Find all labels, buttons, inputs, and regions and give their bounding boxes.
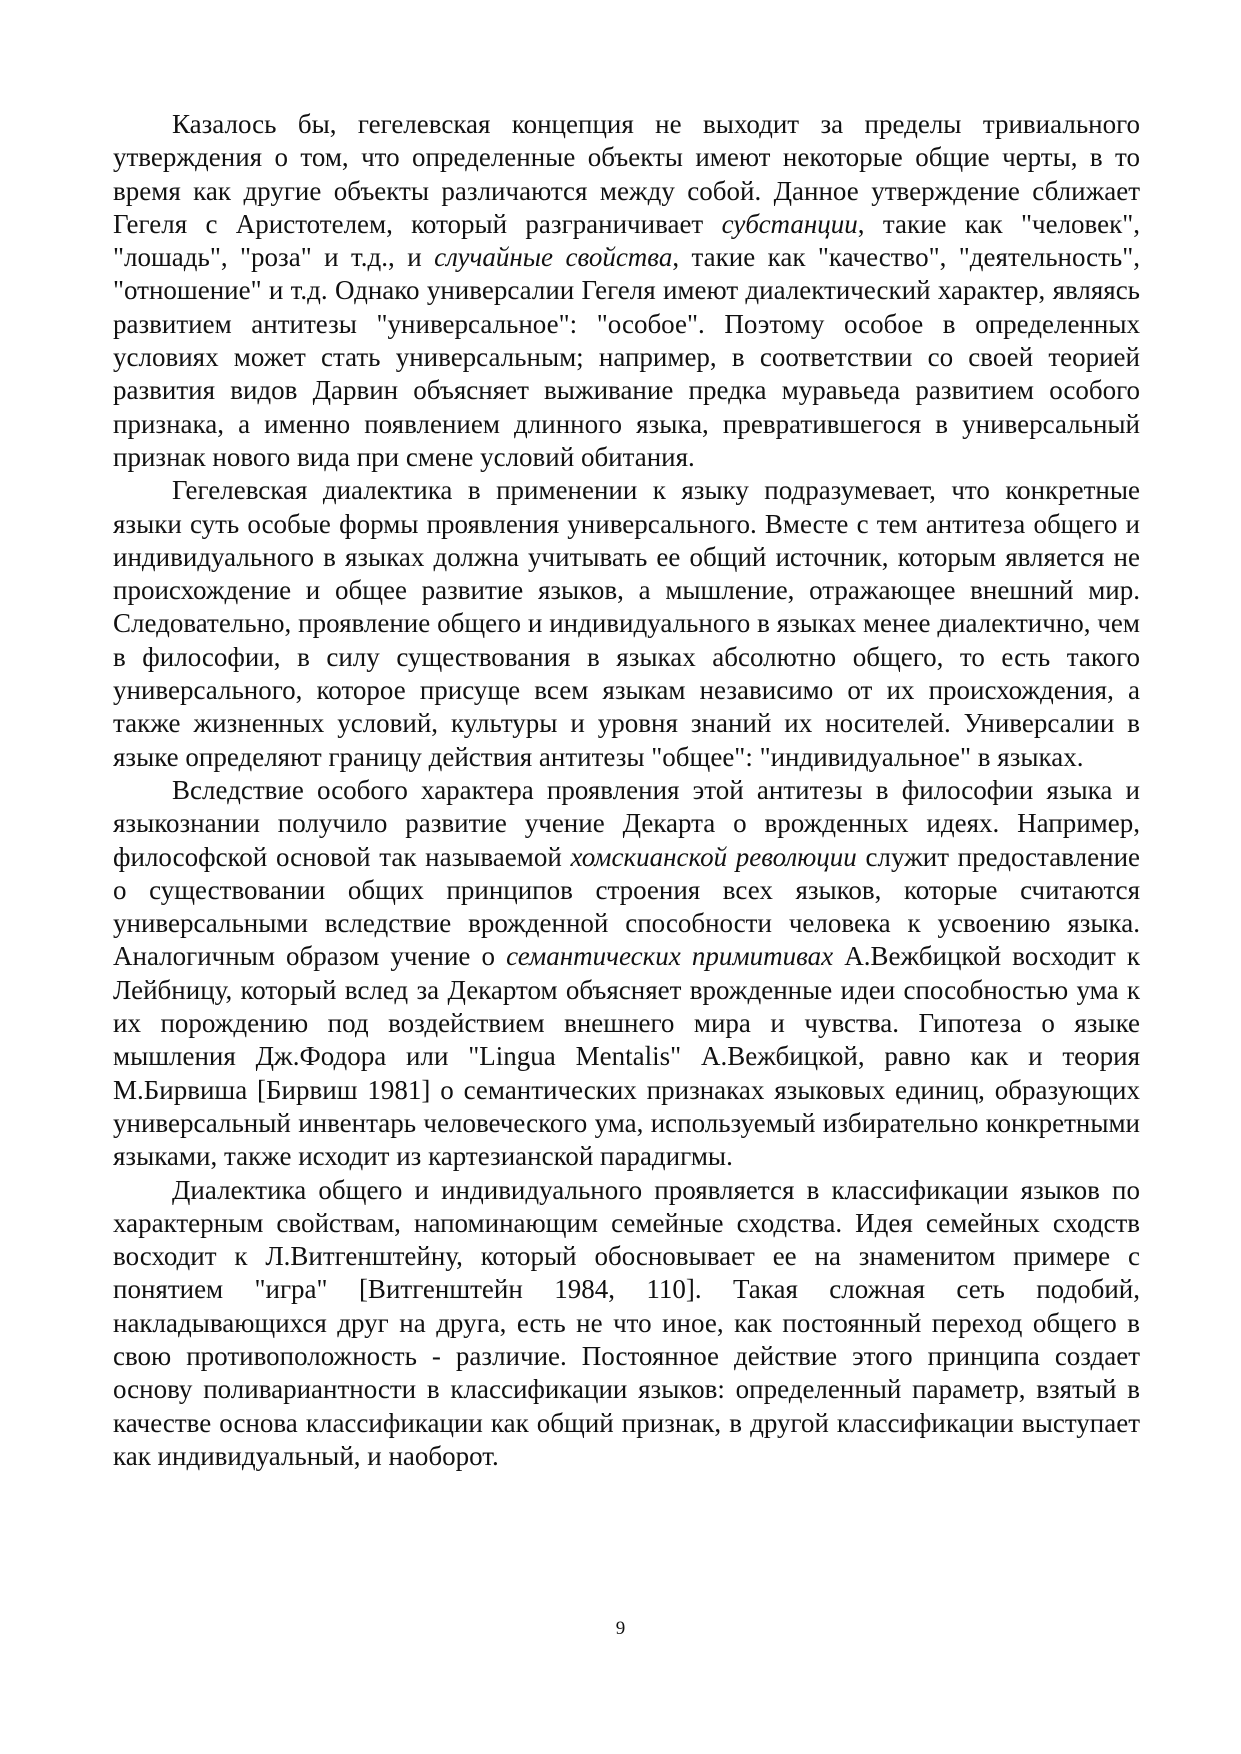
text-run: Гегелевская диалектика в применении к языку подразумевает, что конкретные языки суть особые формы проявления универсального. Вместе с тем антитеза общего и индивидуального в языках должна учитывать ее общий источник, которым является не происхождение и общее развитие языков, а мышление, отражающее внешний мир. Следовательно, проявление общего и индивидуального в языках менее диалектично, чем в философии, в силу существования в языках абсолютно общего, то есть такого универсального, которое присуще всем языкам независимо от их происхождения, а также жизненных условий, культуры и уровня знаний их носителей. Универсалии в языке определяют границу действия антитезы "общее": "индивидуальное" в языках. [113, 475, 1140, 772]
italic-term: субстанции [721, 208, 858, 239]
text-run: Диалектика общего и индивидуального проявляется в классификации языков по характерным свойствам, напоминающим семейные сходства. Идея семейных сходств восходит к Л.Витгенштейну, который обосновывает ее на знаменитом примере с понятием "игра" [Витгенштейн 1984, 110]. Такая сложная сеть подобий, накладывающихся друг на друга, есть не что иное, как постоянный переход общего в свою противоположность - различие. Постоянное действие этого принципа создает основу поливариантности в классификации языков: определенный параметр, взятый в качестве основа классификации как общий признак, в другой классификации выступает как индивидуальный, и наоборот. [113, 1174, 1140, 1471]
paragraph-2 [113, 474, 1140, 774]
text-run: , такие как "качество", "деятельность", "отношение" и т.д. Однако универсалии Гегеля имеют диалектический характер, являясь развитием антитезы "универсальное": "особое". Поэтому особое в определенных условиях может стать универсальным; например, в соответствии со своей теорией развития видов Дарвин объясняет выживание предка муравьеда развитием особого признака, а именно появлением длинного языка, превратившегося в универсальный признак нового вида при смене условий обитания. [113, 242, 1141, 472]
body-text [113, 108, 1140, 1473]
paragraph-4 [113, 1174, 1140, 1474]
text-run: А.Вежбицкой восходит к Лейбницу, который вслед за Декартом объясняет врожденные идеи способностью ума к их порождению под воздействием внешнего мира и чувства. Гипотеза о языке мышления Дж.Фодора или "Lingua Mentalis" А.Вежбицкой, равно как и теория М.Бирвиша [Бирвиш 1981] о семантических признаках языковых единиц, образующих универсальный инвентарь человеческого ума, используемый избирательно конкретными языками, также исходит из картезианской парадигмы. [113, 941, 1140, 1172]
page-number: 9 [615, 1618, 626, 1639]
text-run: служит предоставление о существовании общих принципов строения всех языков, которые считаются универсальными вследствие врожденной способности человека к усвоению языка. Аналогичным образом учение о [113, 841, 1141, 972]
paragraph-1 [113, 108, 1140, 474]
italic-term: случайные свойства [434, 242, 673, 273]
text-run: , такие как "человек", "лошадь", "роза" и т.д., и [113, 208, 1140, 273]
paragraph-3 [113, 774, 1140, 1174]
text-run: Вследствие особого характера проявления этой антитезы в философии языка и языкознании получило развитие учение Декарта о врожденных идеях. Например, философской основой так называемой [113, 774, 1140, 872]
text-run: Казалось бы, гегелевская концепция не выходит за пределы тривиального утверждения о том, что определенные объекты имеют некоторые общие черты, в то время как другие объекты различаются между собой. Данное утверждение сближает Гегеля с Аристотелем, который разграничивает [113, 109, 1140, 239]
italic-term: семантических примитивах [506, 941, 834, 972]
italic-term: хомскианской революции [570, 841, 857, 872]
